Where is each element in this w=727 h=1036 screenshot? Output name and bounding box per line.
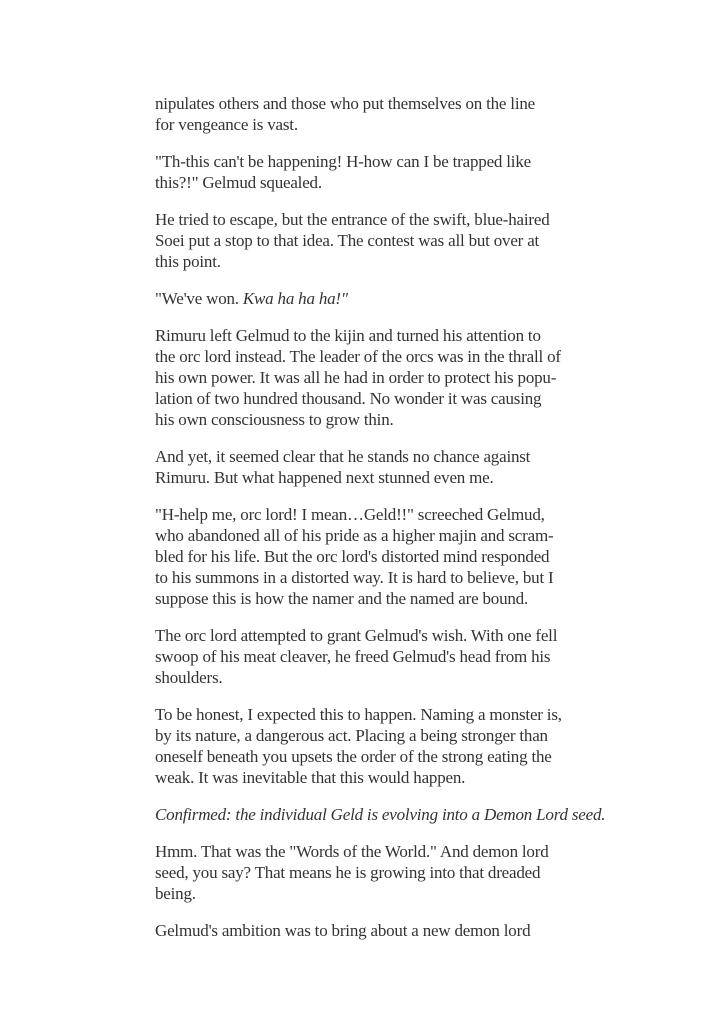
paragraph [155, 93, 605, 135]
text-line [155, 467, 605, 488]
paragraph [155, 151, 605, 193]
text-line [155, 625, 605, 646]
text-line [155, 567, 605, 588]
text-segment: Gelmud's ambition was to bring about a new demon lord [155, 921, 531, 940]
text-segment: oneself beneath you upsets the order of the strong eating the [155, 747, 552, 766]
text-line [155, 546, 605, 567]
text-line [155, 862, 605, 883]
paragraph [155, 504, 605, 609]
text-segment: bled for his life. But the orc lord's distorted mind responded [155, 547, 550, 566]
text-line [155, 325, 605, 346]
text-line [155, 767, 605, 788]
paragraph [155, 209, 605, 272]
text-line [155, 388, 605, 409]
text-line [155, 151, 605, 172]
text-line [155, 409, 605, 430]
page-text [155, 93, 605, 957]
text-segment: shoulders. [155, 668, 223, 687]
text-segment: for vengeance is vast. [155, 115, 298, 134]
text-line [155, 251, 605, 272]
text-line [155, 288, 605, 309]
text-line [155, 883, 605, 904]
paragraph [155, 841, 605, 904]
text-line [155, 172, 605, 193]
text-segment: this point. [155, 252, 221, 271]
text-segment: by its nature, a dangerous act. Placing a being stronger than [155, 726, 548, 745]
paragraph [155, 288, 605, 309]
text-segment: his own consciousness to grow thin. [155, 410, 394, 429]
text-line [155, 367, 605, 388]
text-line [155, 93, 605, 114]
text-line [155, 446, 605, 467]
italic-text-segment: Kwa ha ha ha!" [242, 289, 348, 308]
paragraph [155, 920, 605, 941]
text-segment: "H-help me, orc lord! I mean…Geld!!" screeched Gelmud, [155, 505, 545, 524]
text-segment: "We've won. [155, 289, 243, 308]
text-segment: lation of two hundred thousand. No wonder it was causing [155, 389, 542, 408]
paragraph [155, 804, 605, 825]
text-line [155, 804, 605, 825]
paragraph [155, 446, 605, 488]
text-line [155, 704, 605, 725]
text-segment: swoop of his meat cleaver, he freed Gelmud's head from his [155, 647, 551, 666]
text-line [155, 588, 605, 609]
text-line [155, 646, 605, 667]
text-segment: Soei put a stop to that idea. The contest was all but over at [155, 231, 540, 250]
text-segment: Rimuru left Gelmud to the kijin and turned his attention to [155, 326, 541, 345]
text-line [155, 667, 605, 688]
text-segment: Rimuru. But what happened next stunned even me. [155, 468, 494, 487]
text-segment: seed, you say? That means he is growing into that dreaded [155, 863, 541, 882]
paragraph [155, 325, 605, 430]
italic-text-segment: Confirmed: the individual Geld is evolving into a Demon Lord seed. [155, 805, 606, 824]
text-line [155, 209, 605, 230]
text-line [155, 920, 605, 941]
text-segment: weak. It was inevitable that this would happen. [155, 768, 466, 787]
text-segment: his own power. It was all he had in order to protect his popu- [155, 368, 557, 387]
text-line [155, 230, 605, 251]
text-segment: To be honest, I expected this to happen. Naming a monster is, [155, 705, 562, 724]
paragraph [155, 625, 605, 688]
text-segment: Hmm. That was the "Words of the World." And demon lord [155, 842, 549, 861]
text-segment: The orc lord attempted to grant Gelmud's wish. With one fell [155, 626, 558, 645]
text-segment: "Th-this can't be happening! H-how can I be trapped like [155, 152, 531, 171]
text-line [155, 114, 605, 135]
paragraph [155, 704, 605, 788]
text-segment: suppose this is how the namer and the named are bound. [155, 589, 529, 608]
text-line [155, 725, 605, 746]
text-line [155, 504, 605, 525]
text-line [155, 841, 605, 862]
text-segment: He tried to escape, but the entrance of the swift, blue-haired [155, 210, 550, 229]
text-segment: this?!" Gelmud squealed. [155, 173, 322, 192]
text-segment: nipulates others and those who put themselves on the line [155, 94, 535, 113]
text-line [155, 746, 605, 767]
text-segment: being. [155, 884, 196, 903]
text-segment: to his summons in a distorted way. It is hard to believe, but I [155, 568, 554, 587]
text-line [155, 525, 605, 546]
text-segment: the orc lord instead. The leader of the orcs was in the thrall of [155, 347, 561, 366]
text-line [155, 346, 605, 367]
text-segment: who abandoned all of his pride as a higher majin and scram- [155, 526, 554, 545]
text-segment: And yet, it seemed clear that he stands no chance against [155, 447, 531, 466]
